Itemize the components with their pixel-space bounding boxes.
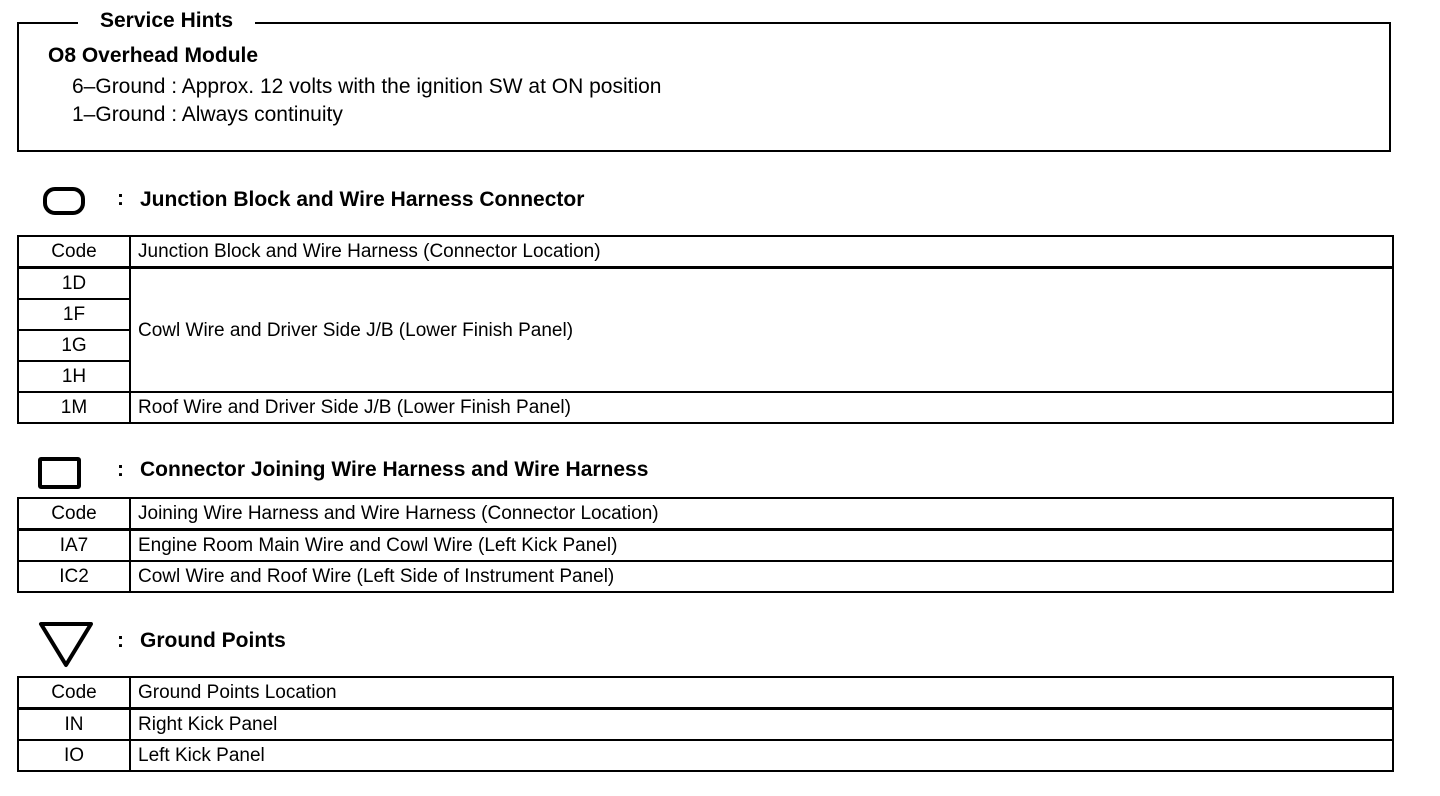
code-cell: 1D bbox=[18, 268, 130, 300]
table-row bbox=[18, 561, 1393, 592]
table-header-row bbox=[18, 236, 1393, 268]
connector-section-heading: Connector Joining Wire Harness and Wire Harness bbox=[140, 458, 649, 481]
code-header: Code bbox=[18, 498, 130, 530]
table-row bbox=[18, 392, 1393, 423]
heading-colon: : bbox=[117, 629, 124, 652]
heading-colon: : bbox=[117, 458, 124, 481]
code-cell: IO bbox=[18, 740, 130, 771]
location-cell: Cowl Wire and Driver Side J/B (Lower Finish Panel) bbox=[130, 268, 1393, 393]
code-cell: 1M bbox=[18, 392, 130, 423]
code-cell: IC2 bbox=[18, 561, 130, 592]
location-header: Ground Points Location bbox=[130, 677, 1393, 709]
junction-section-heading: Junction Block and Wire Harness Connector bbox=[140, 188, 585, 211]
code-header: Code bbox=[18, 236, 130, 268]
table-header-row bbox=[18, 677, 1393, 709]
table-row bbox=[18, 709, 1393, 741]
code-header: Code bbox=[18, 677, 130, 709]
location-cell: Right Kick Panel bbox=[130, 709, 1393, 741]
square-icon bbox=[38, 457, 81, 489]
ground-table bbox=[17, 676, 1394, 772]
location-cell: Cowl Wire and Roof Wire (Left Side of Instrument Panel) bbox=[130, 561, 1393, 592]
rounded-rectangle-icon bbox=[43, 187, 85, 215]
connector-table bbox=[17, 497, 1394, 593]
location-cell: Roof Wire and Driver Side J/B (Lower Finish Panel) bbox=[130, 392, 1393, 423]
triangle-icon bbox=[38, 621, 94, 669]
table-header-row bbox=[18, 498, 1393, 530]
location-cell: Left Kick Panel bbox=[130, 740, 1393, 771]
location-header: Junction Block and Wire Harness (Connector Location) bbox=[130, 236, 1393, 268]
code-cell: IA7 bbox=[18, 530, 130, 562]
module-title: O8 Overhead Module bbox=[48, 44, 259, 67]
table-row bbox=[18, 530, 1393, 562]
code-cell: 1G bbox=[18, 330, 130, 361]
table-row bbox=[18, 268, 1393, 300]
code-cell: IN bbox=[18, 709, 130, 741]
heading-colon: : bbox=[117, 187, 124, 210]
hint-line: 6–Ground : Approx. 12 volts with the ignition SW at ON position bbox=[72, 75, 662, 98]
code-cell: 1F bbox=[18, 299, 130, 330]
location-header: Joining Wire Harness and Wire Harness (Connector Location) bbox=[130, 498, 1393, 530]
ground-section-heading: Ground Points bbox=[140, 629, 286, 652]
service-hints-title: Service Hints bbox=[78, 8, 255, 34]
code-cell: 1H bbox=[18, 361, 130, 392]
hint-line: 1–Ground : Always continuity bbox=[72, 103, 343, 126]
junction-table bbox=[17, 235, 1394, 424]
table-row bbox=[18, 740, 1393, 771]
location-cell: Engine Room Main Wire and Cowl Wire (Left Kick Panel) bbox=[130, 530, 1393, 562]
